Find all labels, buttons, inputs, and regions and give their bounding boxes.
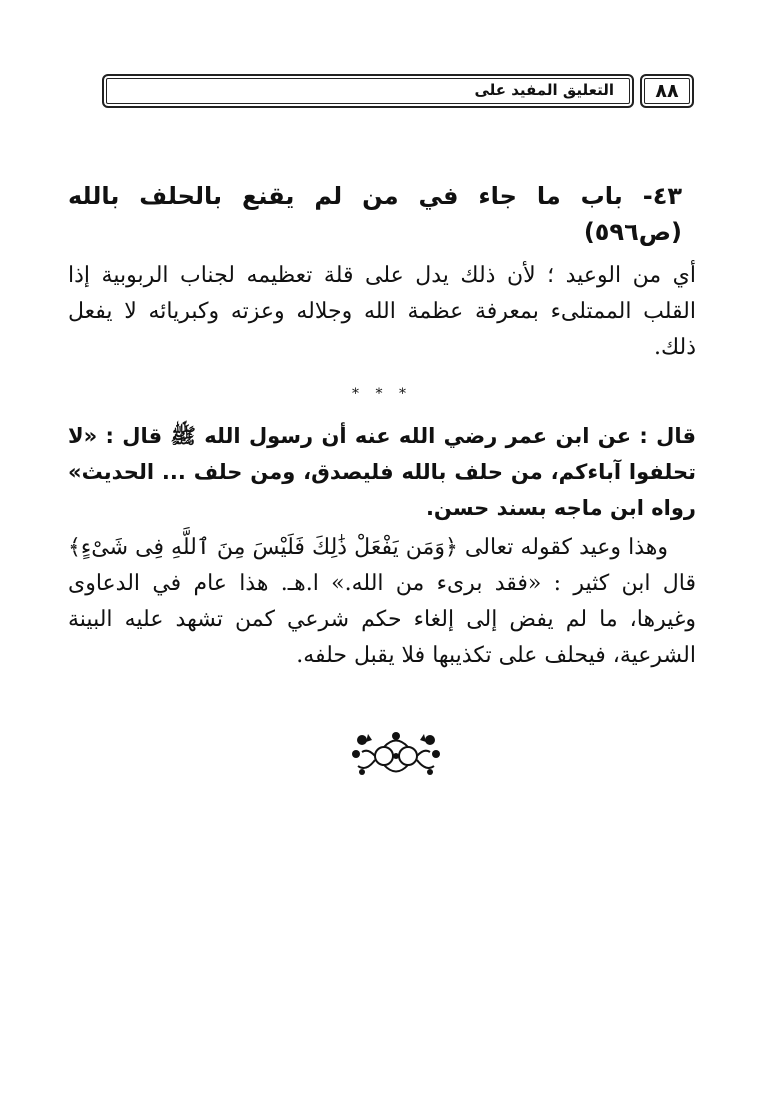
page-number: ٨٨ [655,80,679,102]
chapter-title: ٤٣- باب ما جاء في من لم يقنع بالحلف بالله (ص٥٩٦) [68,182,682,246]
page-number-box [640,74,694,108]
hadith-text: قال : عن ابن عمر رضي الله عنه أن رسول الله ﷺ قال : «لا تحلفوا آباءكم، من حلف بالله فليصدق، ومن حلف ... الحديث» رواه ابن ماجه بسند حسن. [68,424,696,520]
page-header [96,70,694,114]
floral-ornament-icon [348,728,444,778]
page-content [68,178,696,674]
section-separator: * * * [352,386,412,402]
header-title-box [102,74,634,108]
header-title: التعليق المفيد على [474,81,614,99]
commentary-paragraph-2: وهذا وعيد كقوله تعالى ﴿وَمَن يَفْعَلْ ذَٰلِكَ فَلَيْسَ مِنَ ٱللَّهِ فِى شَىْءٍ﴾ قال ابن كثير : «فقد برىء من الله.» ا.هـ. هذا عام في الدعاوى وغيرها، ما لم يفض إلى إلغاء حكم شرعي كمن تشهد عليه البينة الشرعية، فيحلف على تكذيبها فلا يقبل حلفه. [68,535,696,668]
commentary-paragraph-1: أي من الوعيد ؛ لأن ذلك يدل على قلة تعظيمه لجناب الربوبية إذا القلب الممتلىء بمعرفة عظمة الله وجلاله وعزته وكبريائه لا يفعل ذلك. [68,263,696,360]
